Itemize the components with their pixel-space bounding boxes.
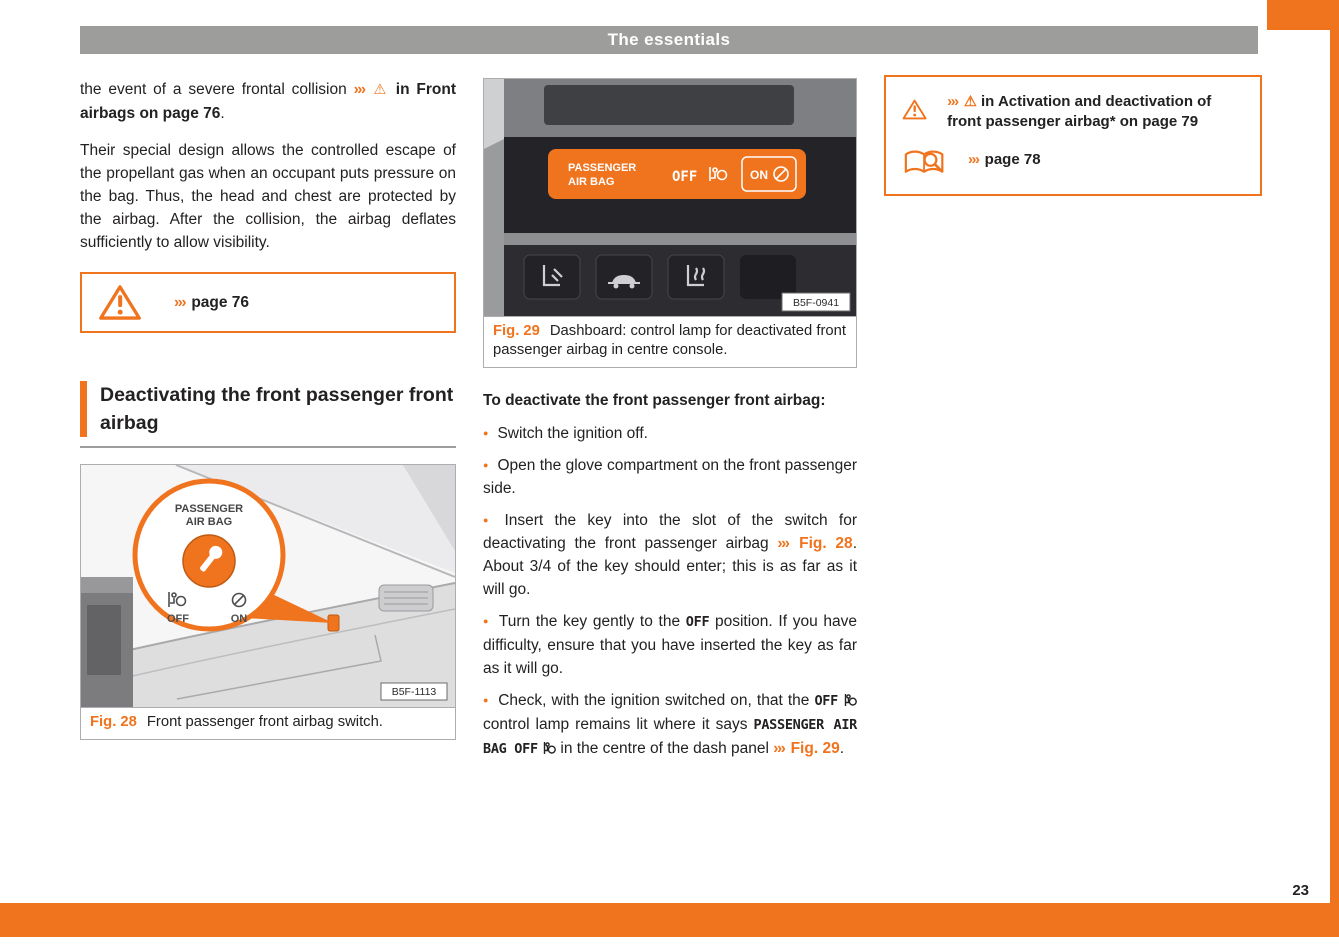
page-header-title: The essentials xyxy=(607,30,731,49)
intro-text: the event of a severe frontal collision xyxy=(80,81,354,98)
figure-28-caption-text: Front passenger front airbag switch. xyxy=(146,714,383,730)
warning-reference-row xyxy=(902,90,1244,132)
warning-inline-icon: ⚠ xyxy=(373,82,389,98)
lamp-on-label: ON xyxy=(750,168,768,182)
step-item-4 xyxy=(483,610,857,680)
section-heading-block xyxy=(80,381,456,448)
cross-ref-arrows-icon: ››› xyxy=(947,93,958,110)
warning-page-ref xyxy=(174,294,249,312)
step-item-1 xyxy=(483,422,857,445)
section-title: Deactivating the front passenger front airbag xyxy=(80,381,456,437)
figure-29 xyxy=(483,78,857,317)
image-code-label xyxy=(381,683,447,700)
lamp-off-label: OFF xyxy=(672,169,698,185)
step-item-5 xyxy=(483,689,857,761)
page-number: 23 xyxy=(1292,882,1309,899)
cross-ref-arrows-icon: ››› xyxy=(777,535,789,552)
right-column xyxy=(884,75,1262,196)
step-text: position. If you have difficulty, ensure that you have inserted the key as far as it will go. xyxy=(483,613,858,677)
section-underline xyxy=(80,446,456,448)
intro-period: . xyxy=(220,105,225,122)
deactivation-steps-list xyxy=(483,422,857,761)
dash-vent-icon xyxy=(379,585,433,611)
cross-ref-arrows-icon: ››› xyxy=(353,81,365,98)
middle-column xyxy=(483,78,857,770)
fig-28-reference: Fig. 28 xyxy=(799,535,853,552)
switch-off-label: OFF xyxy=(167,613,189,625)
callout-label-line2: AIR BAG xyxy=(185,516,233,528)
step-text: . xyxy=(839,740,845,757)
step-text: Check, with the ignition switched on, that the xyxy=(498,692,815,709)
warning-triangle-icon xyxy=(98,283,142,322)
book-reference-row xyxy=(902,148,1244,179)
page-ref-label: page 76 xyxy=(191,293,250,311)
off-display-text: OFF xyxy=(685,614,710,630)
figure-29-caption-text: Dashboard: control lamp for deactivated front passenger airbag in centre console. xyxy=(493,323,846,358)
warning-reference-box xyxy=(80,272,456,333)
step-text: in the centre of the dash panel xyxy=(560,740,774,757)
airbag-switch-on-dash xyxy=(328,615,339,631)
step-item-3 xyxy=(483,509,857,601)
cross-ref-text: in Front airbags on page 76 xyxy=(80,81,457,122)
figure-29-label: Fig. 29 xyxy=(493,323,540,339)
left-column xyxy=(80,78,456,740)
step-text: Switch the ignition off. xyxy=(497,425,648,442)
airbag-design-paragraph: Their special design allows the controlled escape of the propellant gas when an occupant puts pressure on the bag. Thus, the head and chest are protected by the airbag. After the collision, the airbag deflates sufficiently to allow visibility. xyxy=(80,142,456,251)
svg-text:B5F-1113: B5F-1113 xyxy=(391,686,437,698)
figure-29-caption xyxy=(483,317,857,368)
warning-reference-label: in Activation and deactivation of front passenger airbag* on page 79 xyxy=(947,93,1212,130)
off-display-text: OFF xyxy=(814,693,838,709)
cross-ref-arrows-icon: ››› xyxy=(773,740,785,757)
page-frame-corner xyxy=(1267,0,1339,30)
step-text: control lamp remains lit where it says xyxy=(483,716,754,733)
warning-reference-text xyxy=(947,90,1244,132)
page-header xyxy=(80,26,1258,54)
page-frame-bottom-bar xyxy=(0,903,1339,937)
steps-title: To deactivate the front passenger front airbag: xyxy=(483,392,826,409)
callout-label-line1: PASSENGER xyxy=(174,503,244,515)
lamp-panel-line2: AIR BAG xyxy=(568,176,615,188)
figure-28-caption xyxy=(80,708,456,740)
cross-ref-arrows-icon: ››› xyxy=(968,151,979,168)
step-text: . About 3/4 of the key should enter; this is as far as it will go. xyxy=(483,535,857,598)
step-text: Insert the key into the slot of the switch for deactivating the front passenger airbag xyxy=(483,512,857,552)
fig28-dashboard-illustration xyxy=(81,465,455,707)
lamp-panel-line1: PASSENGER xyxy=(568,162,637,174)
svg-text:B5F-0941: B5F-0941 xyxy=(792,297,840,309)
fig29-console-illustration xyxy=(484,79,856,316)
book-reference-text xyxy=(968,148,1041,170)
switch-on-label: ON xyxy=(230,613,248,625)
fig-29-reference: Fig. 29 xyxy=(790,740,840,757)
airbag-indicator-icon xyxy=(542,741,556,755)
step-item-2 xyxy=(483,454,857,500)
cross-ref-arrows-icon: ››› xyxy=(174,293,185,311)
passenger-airbag-off-display-text: PASSENGER AIR BAG OFF xyxy=(483,717,858,757)
figure-28 xyxy=(80,464,456,708)
cross-reference-box xyxy=(884,75,1262,196)
warning-inline-icon: ⚠ xyxy=(963,94,977,110)
page-frame-right-bar xyxy=(1330,0,1339,937)
warning-triangle-icon xyxy=(902,90,927,129)
figure-28-label: Fig. 28 xyxy=(90,714,137,730)
book-page-ref-label: page 78 xyxy=(984,151,1041,168)
book-magnifier-icon xyxy=(902,148,948,179)
step-text: Open the glove compartment on the front passenger side. xyxy=(483,457,857,497)
image-code-label xyxy=(782,293,850,311)
intro-paragraph xyxy=(80,78,456,125)
step-text: Turn the key gently to the xyxy=(498,613,686,630)
airbag-indicator-icon xyxy=(843,693,857,707)
